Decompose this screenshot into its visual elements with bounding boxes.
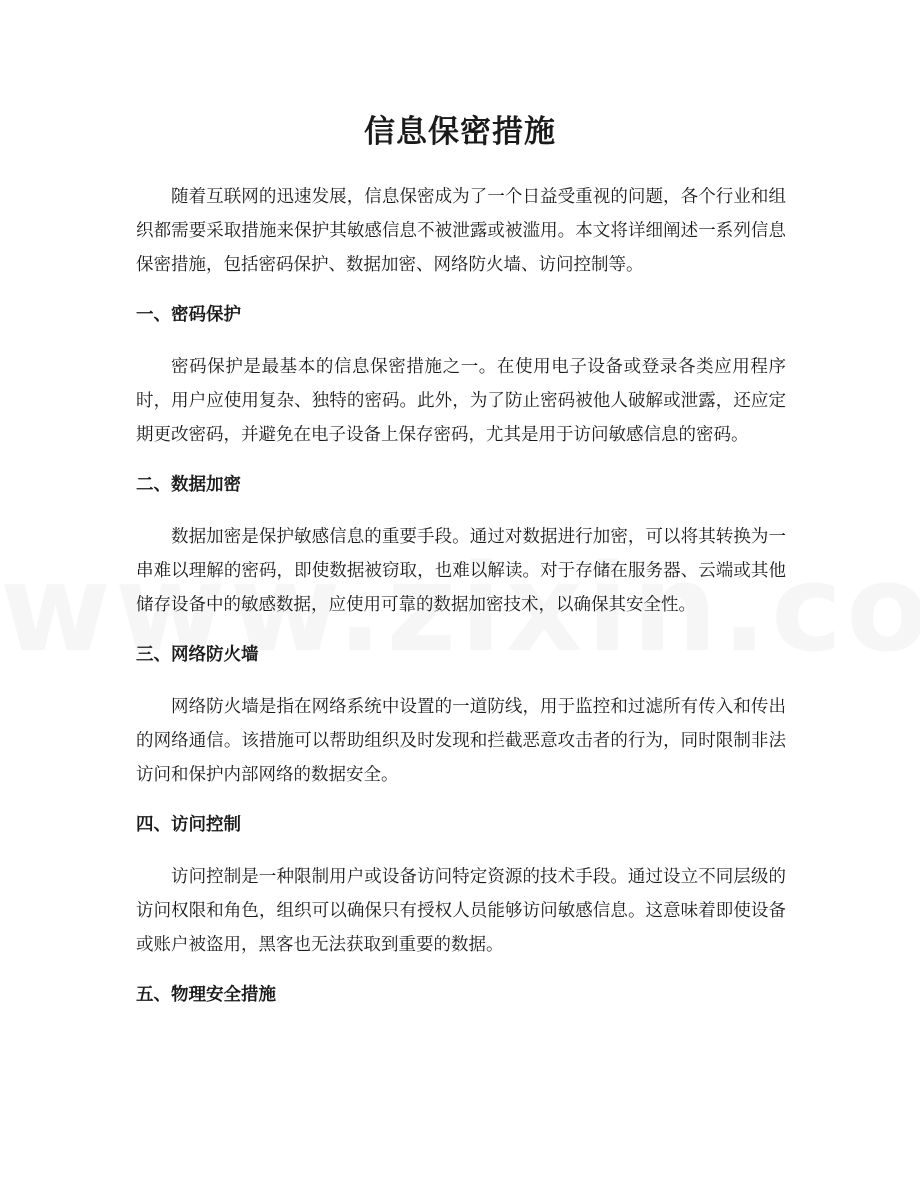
- section-heading-access-control: 四、访问控制: [136, 815, 241, 835]
- section-body-access-control: 访问控制是一种限制用户或设备访问特定资源的技术手段。通过设立不同层级的访问权限和角色，组织可以确保只有授权人员能够访问敏感信息。这意味着即使设备或账户被盗用，黑客也无法获取到重要的数据。: [136, 867, 786, 955]
- intro-paragraph: 随着互联网的迅速发展，信息保密成为了一个日益受重视的问题，各个行业和组织都需要采取措施来保护其敏感信息不被泄露或被滥用。本文将详细阐述一系列信息保密措施，包括密码保护、数据加密、网络防火墙、访问控制等。: [136, 187, 786, 275]
- section-body-password: 密码保护是最基本的信息保密措施之一。在使用电子设备或登录各类应用程序时，用户应使用复杂、独特的密码。此外，为了防止密码被他人破解或泄露，还应定期更改密码，并避免在电子设备上保存密码，尤其是用于访问敏感信息的密码。: [136, 357, 786, 445]
- section-heading-firewall: 三、网络防火墙: [136, 645, 259, 665]
- page-title: 信息保密措施: [364, 114, 556, 150]
- section-heading-encryption: 二、数据加密: [136, 475, 241, 495]
- section-body-firewall: 网络防火墙是指在网络系统中设置的一道防线，用于监控和过滤所有传入和传出的网络通信。该措施可以帮助组织及时发现和拦截恶意攻击者的行为，同时限制非法访问和保护内部网络的数据安全。: [136, 697, 786, 785]
- document-body: [136, 180, 786, 1012]
- section-body-encryption: 数据加密是保护敏感信息的重要手段。通过对数据进行加密，可以将其转换为一串难以理解的密码，即使数据被窃取，也难以解读。对于存储在服务器、云端或其他储存设备中的敏感数据，应使用可靠的数据加密技术，以确保其安全性。: [136, 527, 786, 615]
- section-heading-password: 一、密码保护: [136, 305, 241, 325]
- section-heading-physical-security: 五、物理安全措施: [136, 985, 276, 1005]
